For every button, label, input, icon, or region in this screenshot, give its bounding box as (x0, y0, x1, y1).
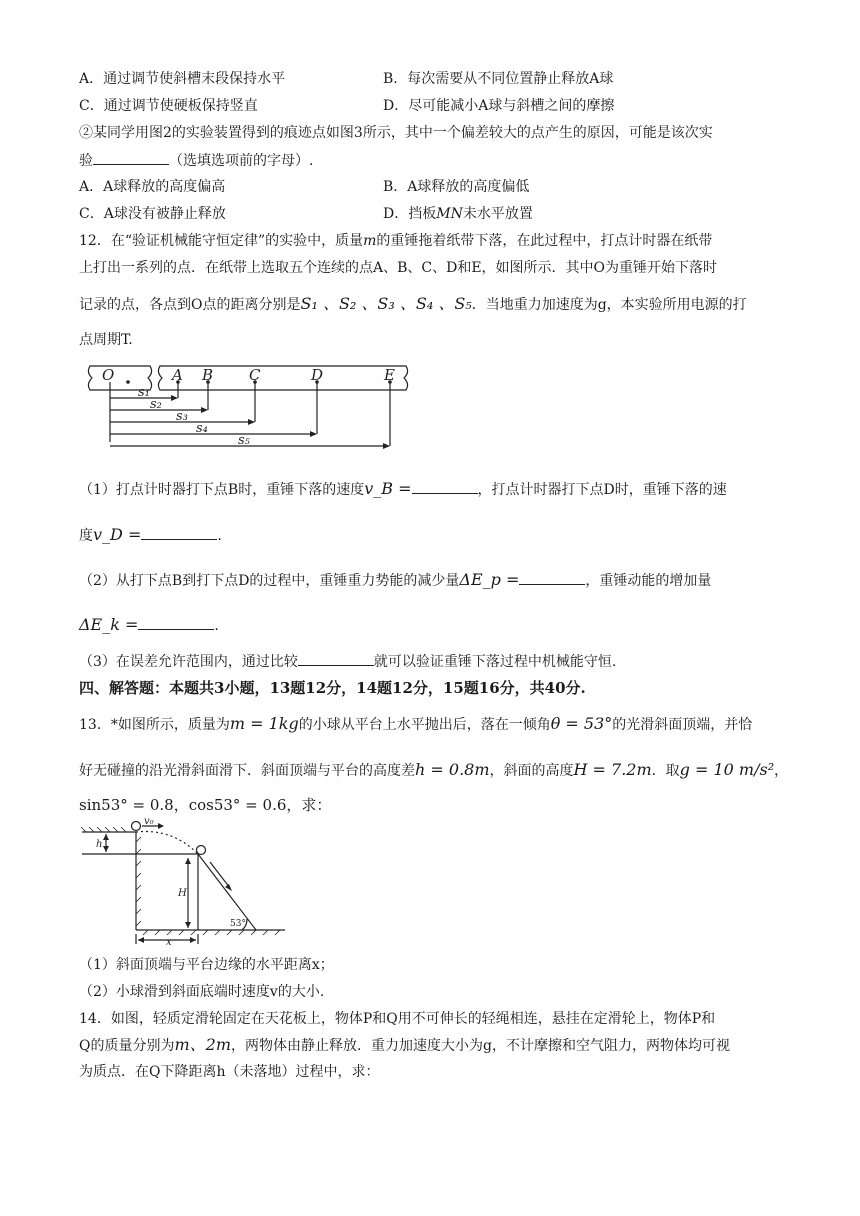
q11-part2-prefix: 验 (79, 153, 93, 169)
q12-part3-a: （3）在误差允许范围内，通过比较 (79, 654, 298, 670)
q11-part2-suffix: （选填选项前的字母）. (169, 153, 314, 169)
distance-label-s3: s₃ (176, 409, 188, 424)
q12-line4: 点周期T. (79, 332, 133, 348)
label-v0: v₀ (144, 818, 154, 827)
q13-line2 (79, 760, 788, 781)
q14-line1: 14．如图，轻质定滑轮固定在天花板上，物体P和Q用不可伸长的轻绳相连，悬挂在定滑轮上，物体P和 (79, 1011, 716, 1027)
tape-label-d: D (311, 366, 324, 384)
q11-p2-option-b: B．A球释放的高度偏低 (383, 179, 530, 195)
q12-line3-a: 记录的点，各点到O点的距离分别是 (79, 297, 301, 313)
ball-landing (197, 846, 206, 855)
option-d-suffix: 未水平放置 (462, 206, 533, 222)
vb-symbol: v_B = (364, 479, 412, 498)
q11-option-a: A．通过调节使斜槽末段保持水平 (79, 71, 286, 87)
q12-line3-b: ．当地重力加速度为g，本实验所用电源的打 (471, 297, 747, 313)
label-h: h (96, 839, 103, 850)
q12-part1-a: （1）打点计时器打下点B时，重锤下落的速度 (79, 482, 365, 498)
distance-label-s5: s₅ (238, 433, 250, 448)
q13-g: g = 10 m/s² (679, 760, 775, 779)
tape-label-e: E (384, 366, 395, 384)
paper-tape-figure (80, 360, 420, 456)
q13-angle: θ = 53° (550, 714, 613, 733)
ep-symbol: ΔE_p = (459, 570, 520, 589)
q13-line1-b: 的小球从平台上水平抛出后，落在一倾角 (298, 717, 551, 733)
q12-part3 (79, 651, 616, 672)
q13-line1-c: 的光滑斜面顶端，并恰 (612, 717, 753, 733)
q12-line1-a: 12．在“验证机械能守恒定律”的实验中，质量 (79, 233, 364, 249)
q13-line2-a: 好无碰撞的沿光滑斜面滑下．斜面顶端与平台的高度差 (79, 763, 415, 779)
q14-line2-a: Q的质量分别为 (79, 1038, 175, 1054)
q12-line1 (79, 231, 712, 251)
q14-line2-b: ，两物体由静止释放．重力加速度大小为g，不计摩擦和空气阻力，两物体均可视 (231, 1038, 730, 1054)
q12-part1-c: 度 (79, 528, 93, 544)
q14-masses: m、2m (174, 1035, 232, 1054)
q14-line2 (79, 1035, 730, 1056)
q11-option-b: B．每次需要从不同位置静止释放A球 (383, 71, 614, 87)
ek-symbol: ΔE_k = (79, 615, 139, 634)
q13-part2: （2）小球滑到斜面底端时速度v的大小. (79, 984, 325, 1000)
vd-symbol: v_D = (93, 525, 142, 544)
q11-option-d: D．尽可能减小A球与斜槽之间的摩擦 (383, 98, 615, 114)
q11-part2-answer-line (79, 150, 313, 171)
q13-mass: m = 1kg (229, 714, 299, 733)
q12-part1 (79, 479, 727, 500)
q13-line2-c: ．取 (651, 763, 680, 779)
q13-line2-d: ， (774, 763, 789, 779)
ball-start (132, 822, 141, 831)
distance-label-s4: s₄ (196, 421, 208, 436)
q12-part3-b: 就可以验证重锤下落过程中机械能守恒. (373, 654, 617, 670)
q12-part2-end: . (214, 618, 219, 634)
tape-label-b: B (202, 366, 214, 384)
q11-p2-option-a: A．A球释放的高度偏高 (79, 179, 226, 195)
tape-label-o: O (102, 366, 115, 384)
q12-part1-cont (79, 525, 222, 546)
q11-p2-option-d (383, 204, 533, 224)
q11-p2-option-c: C．A球没有被静止释放 (79, 206, 226, 222)
tape-label-c: C (249, 366, 261, 384)
q13-line3: sin53° = 0.8，cos53° = 0.6，求： (79, 796, 332, 814)
answer-blank[interactable] (298, 651, 374, 666)
answer-blank[interactable] (141, 525, 217, 540)
section-heading: 四、解答题：本题共3小题，13题12分，14题12分，15题16分，共40分. (79, 679, 586, 697)
q12-distances: S₁ 、S₂ 、S₃ 、S₄ 、S₅ (300, 294, 472, 313)
answer-blank[interactable] (93, 150, 169, 165)
q13-line2-b: ，斜面的高度 (489, 763, 574, 779)
tape-label-a: A (172, 366, 183, 384)
q11-part2-text: ②某同学用图2的实验装置得到的痕迹点如图3所示，其中一个偏差较大的点产生的原因，可能是该次实 (79, 125, 713, 141)
q12-mass-symbol: m (363, 233, 377, 249)
answer-blank[interactable] (519, 570, 585, 585)
projectile-incline-figure (80, 818, 290, 950)
label-x: x (166, 937, 172, 948)
q13-part1: （1）斜面顶端与平台边缘的水平距离x； (79, 957, 334, 973)
q12-part1-b: ，打点计时器打下点D时，重锤下落的速 (477, 482, 727, 498)
label-H: H (178, 888, 187, 899)
q13-line1 (79, 714, 752, 735)
q13-H: H = 7.2m (573, 760, 652, 779)
answer-blank[interactable] (138, 615, 214, 630)
q12-part1-end: . (217, 528, 222, 544)
distance-label-s1: s₁ (138, 385, 150, 400)
q13-h: h = 0.8m (415, 760, 490, 779)
q12-part2 (79, 570, 711, 591)
distance-label-s2: s₂ (150, 397, 162, 412)
q12-line1-b: 的重锤拖着纸带下落，在此过程中，打点计时器在纸带 (376, 233, 713, 249)
q12-part2-b: ，重锤动能的增加量 (585, 573, 712, 589)
q12-line2: 上打出一系列的点．在纸带上选取五个连续的点A、B、C、D和E，如图所示．其中O为重锤开始下落时 (79, 260, 718, 276)
q13-line1-a: 13．*如图所示，质量为 (79, 717, 230, 733)
q12-line3 (79, 294, 747, 315)
label-angle: 53° (230, 919, 246, 929)
option-d-prefix: D．挡板 (383, 206, 437, 222)
q11-option-c: C．通过调节使硬板保持竖直 (79, 98, 258, 114)
q12-part2-cont (79, 615, 219, 636)
answer-blank[interactable] (412, 479, 478, 494)
q14-line3: 为质点．在Q下降距离h（未落地）过程中，求： (79, 1064, 380, 1080)
option-d-mn: MN (436, 206, 463, 222)
q12-part2-a: （2）从打下点B到打下点D的过程中，重锤重力势能的减少量 (79, 573, 460, 589)
